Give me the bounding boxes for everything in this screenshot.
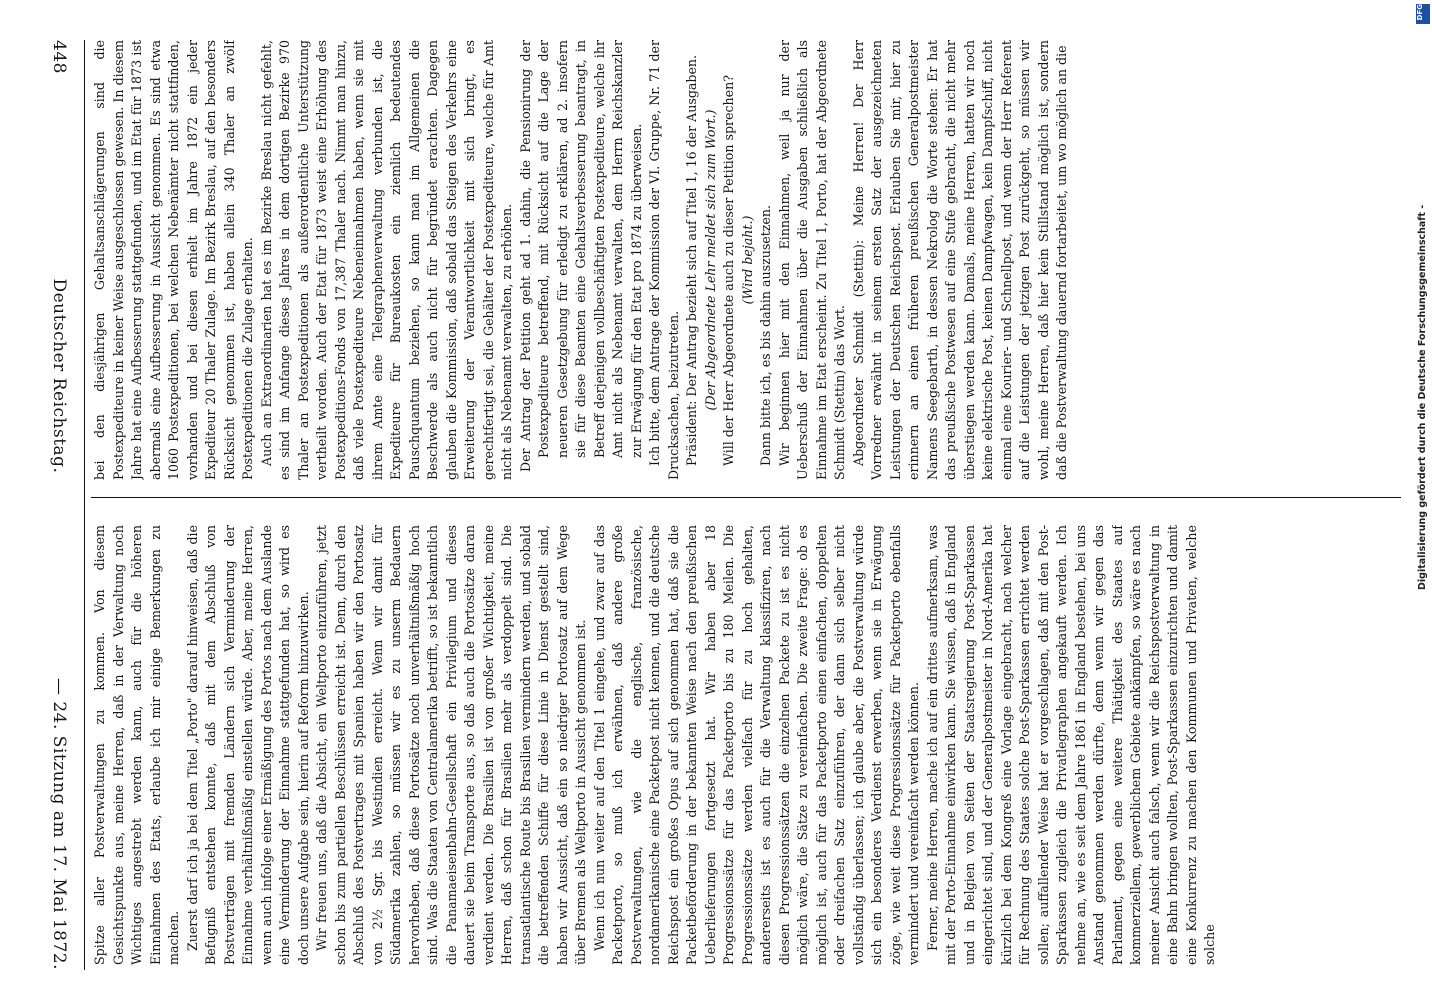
paragraph: Ferner, meine Herren, mache ich auf ein drittes aufmerksam, was mit der Porto-Einnahme einwirken kann. Sie wissen, daß in England und in Belgien von Seiten der Staatsregierung Post-Sparkassen eingerichtet sind, und der Generalpostmeister in Nord-Amerika hat kürzlich bei dem Kongreß eine Vorlage eingebracht, nach welcher für Rechnung des Staates solche Post-Sparkassen errichtet werden sollen; auffallender Weise hat er vorgeschlagen, daß mit den Post-Sparkassen zugleich die Privatlegraphen angekauft werden. Ich nehme an, wie es seit dem Jahre 1861 in England bestehen, bei uns Anstand genommen werden dürfte, denn wenn wir gegen das Parlament, gegen eine weitere Thätigkeit des Staates auf kommerziellem, gewerblichem Gebiete ankämpfen, so wäre es nach meiner Ansicht auch falsch, wenn wir die Reichspostverwaltung in eine Bahn bringen wollten, Post-Sparkassen einzurichten und damit eine Konkurrenz zu machen den Kommunen und Privaten, welche solche <box>924 525 1217 965</box>
dfg-credit: Digitalisierung gefördert durch die Deutsche Forschungsgemeinschaft - <box>1417 204 1428 590</box>
stage-direction: (Wird bejaht.) <box>739 215 755 305</box>
paragraph: Wir freuen uns, daß die Absicht, ein Weltporto einzuführen, jetzt schon bis zum partiellen Beschlüssen erreicht ist. Denn, durch den Abschluß des Postvertrages mit Spanien haben wir den Portosatz von 2½ Sgr. bis Westindien erreicht. Wenn wir damit für Südamerika zahlen, so müssen wir es zu unserm Bedauern hervorheben, daß diese Portosätze noch unverhältnißmäßig hoch sind. Was die Staaten von Centralamerika betrifft, so ist bekanntlich die Panamaeisenbahn-Gesellschaft ein Privilegium und dieses dauert sie beim Transporte aus, so daß auch die Portosätze daran verdient werden. Die Brasilien ist von großer Wichtigkeit, meine Herren, daß schon für Brasilien mehr als verdoppelt sind. Die transatlantische Route bis Brasilien vermindern werden, und sobald die betreffenden Schiffe für diese Linie in Dienst gestellt sind, haben wir Aussicht, daß ein so niedriger Portosatz auf dem Wege über Bremen als Weltporto in Aussicht genommen ist. <box>314 525 588 965</box>
paragraph: Will der Herr Abgeordnete auch zu dieser Petition sprechen? <box>721 75 736 466</box>
dfg-logo <box>1416 4 1430 24</box>
rotated-newspaper-page <box>6 0 1421 1000</box>
paragraph: Auch an Extraordinarien hat es im Bezirke Breslau nicht gefehlt, es sind im Anfange dieses Jahres in dem dortigen Bezirke 970 Thaler an Postexpeditionen als außerordentliche Unterstützung vertheilt worden. Auch der Etat für 1873 weist eine Erhöhung des Postexpeditions-Fonds von 17,387 Thaler nach. Nimmt man hinzu, daß viele Postexpediteure Nebeneinnahmen haben, wenn sie mit ihrem Amte eine Telegraphenverwaltung verbunden ist, die Expediteure für Bureaukosten ein ziemlich bedeutendes Pauschquantum beziehen, so kann man im Allgemeinen die Beschwerde als auch nicht für begründet erachten. Dagegen glauben die Kommission, daß sobald das Steigen des Verkehrs eine Erweiterung der Verantwortlichkeit mit sich bringt, es gerechtfertigt sei, die Gehälter der Postexpediteure, welche für Amt nicht als Nebenamt verwalten, zu erhöhen. <box>258 40 514 480</box>
session-title: — 24. Sitzung am 17. Mai 1872. <box>49 677 69 970</box>
text-column-left <box>91 40 1401 480</box>
paragraph: bei den diesjährigen Gehaltsanschlägerungen sind die Postexpediteure in keiner Weise ausgeschlossen gewesen. In diesem Jahre hat eine Aufbesserung stattgefunden, und im Etat für 1873 ist abermals eine Aufbesserung in Aussicht genommen. Es sind etwa 1060 Postexpeditionen, bei welchen Nebenämter nicht stattfinden, vorhanden und bei diesen erhielt im Jahre 1872 ein jeder Expediteur 20 Thaler Zulage. Im Bezirk Breslau, auf den besonders Rücksicht genommen ist, haben allein 340 Thaler an zwölf Postexpeditionen die Zulage erhalten. <box>92 40 255 480</box>
paragraph: Dann bitte ich, es bis dahin auszusetzen. <box>758 204 773 466</box>
page-header <box>45 40 73 970</box>
publication-title: Deutscher Reichstag. <box>49 278 69 474</box>
paragraph: Wenn ich nun weiter auf den Titel 1 eingehe, und zwar auf das Packetporto, so muß ich erwähnen, daß andere große Postverwaltungen, wie die englische, französische, nordamerikanische eine Packetpost nicht kennen, und die deutsche Reichspost ein großes Opus auf sich genommen hat, daß sie die Packetbeförderung in der bekannten Weise nach den preußischen Ueberlieferungen fortgesetzt hat. Wir haben aber 18 Progressionssätze für das Packetporto bis zu 180 Meilen. Die Progressionssätze werden vielfach für zu hoch gehalten, andererseits ist es auch für die Verwaltung klassifiziren, nach diesen Progressionssätzen die einzelnen Packete zu ist es nicht möglich wäre, die Sätze zu vereinfachen. Die zweite Frage: ob es möglich ist, auch für das Packetporto einen einfachen, doppelten oder dreifachen Satz einzuführen, der dann sich selber nicht vollständig überlassen; ich glaube aber, die Postverwaltung würde sich ein besonderes Verdienst erwerben, wenn sie in Erwägung zöge, wie weit diese Progressionssätze für Packetporto ebenfalls vermindert und vereinfacht werden können. <box>591 525 921 965</box>
paragraph: Spitze aller Postverwaltungen zu kommen. Von diesem Gesichtspunkte aus, meine Herren, daß in der Verwaltung noch Wichtiges angestrebt werden kann, auch für die höheren Einnahmen des Etats, erlaube ich mir einige Bemerkungen zu machen. <box>92 525 181 965</box>
petition-motion: Der Antrag der Petition geht ad 1. dahin, die Pensionirung der Postexpediteure betreffend, mit Rücksicht auf die Lage der neueren Gesetzgebung für erledigt zu erklären, ad 2. insofern sie für diese Beamten eine Gehaltsverbesserung beantragt, in Betreff derjenigen vollbeschäftigten Postexpediteure, welche ihr Amt nicht als Nebenamt verwalten, dem Herrn Reichskanzler zur Erwägung für den Etat pro 1874 zu überweisen. <box>517 40 644 472</box>
page-number: 448 <box>49 40 69 74</box>
paragraph: Wir beginnen hier mit den Einnahmen, weil ja nur der Ueberschuß der Einnahmen über die Ausgaben schließlich als Einnahme im Etat erscheint. Zu Titel 1, Porto, hat der Abgeordnete Schmidt (Stettin) das Wort. <box>776 40 847 480</box>
president-statement: Präsident: Der Antrag bezieht sich auf Titel 1, 16 der Ausgaben. <box>684 54 699 466</box>
speech-paragraph: Abgeordneter Schmidt (Stettin): Meine Herren! Der Herr Vorredner erwähnt in seinem ersten Satz der ausgezeichneten Leistungen der Deutschen Reichspost. Erlauben Sie mir, hier zu erinnern an einen früheren preußischen Generalpostmeister Namens Seegebarth, in dessen Nekrolog die Worte stehen: Er hat das preußische Postwesen auf eine Stufe gebracht, die nicht mehr überstiegen werden kann. Damals, meine Herren, hatten wir noch keine elektrische Post, keinen Dampfwagen, kein Dampfschiff, nicht einmal eine Kourier- und Schnellpost, und wenn der Herr Referent auf die Leistungen der jetzigen Post zurückgeht, so müssen wir wohl, meine Herren, daß hier kein Stillstand möglich ist, sondern daß die Postverwaltung dauernd fortarbeitet, um wo möglich an die <box>850 40 1069 480</box>
column-divider <box>91 497 1401 498</box>
dfg-logo-text: DFG <box>1416 4 1424 21</box>
paragraph: Zuerst darf ich ja bei dem Titel „Porto" darauf hinweisen, daß die Befugniß entstehen konnte, daß mit dem Abschluß von Postverträgen mit fremden Ländern sich Verminderung der Einnahme verhältnißmäßig einstellen würde. Aber, meine Herren, wenn auch infolge einer Ermäßigung des Portos nach dem Auslande eine Verminderung der Einnahme stattgefunden hat, so wird es doch unsere Aufgabe sein, hierin auf Reform hinzuwirken. <box>184 525 311 965</box>
text-column-right <box>91 525 1401 965</box>
header-rule <box>84 40 85 970</box>
stage-direction: (Der Abgeordnete Lehr meldet sich zum Wort.) <box>702 109 718 411</box>
paragraph: Ich bitte, dem Antrage der Kommission der VI. Gruppe, Nr. 71 der Drucksachen, beizutreten. <box>647 40 681 480</box>
